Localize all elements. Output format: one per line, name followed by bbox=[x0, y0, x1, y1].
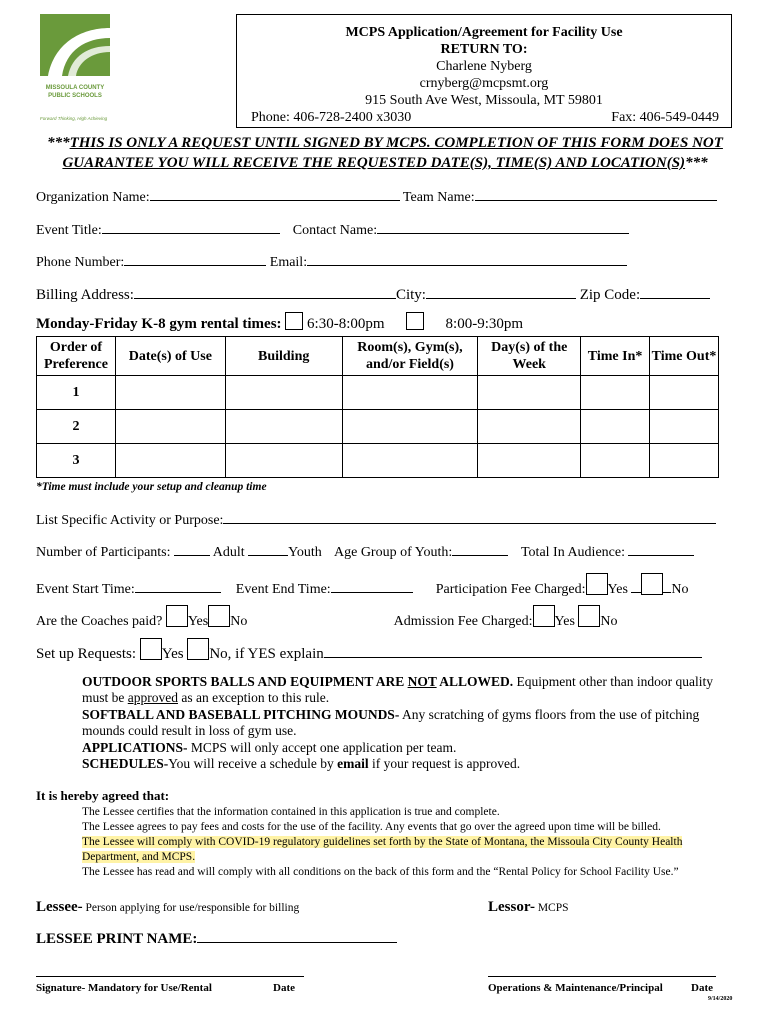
return-to-label: RETURN TO: bbox=[440, 42, 528, 57]
date-cell[interactable] bbox=[115, 376, 225, 410]
participation-fee-label: Participation Fee Charged: bbox=[435, 582, 586, 597]
phone-label: Phone Number: bbox=[36, 255, 125, 270]
contact-fax: Fax: 406-549-0449 bbox=[611, 110, 719, 125]
participation-fee-yes-checkbox[interactable] bbox=[586, 573, 608, 595]
header-order-of-preference: Order of Preference bbox=[37, 337, 116, 376]
lessor-label: Lessor- bbox=[488, 899, 535, 915]
header-return-box bbox=[236, 14, 732, 128]
youth-count-field[interactable] bbox=[248, 541, 288, 556]
row-number: 3 bbox=[37, 444, 116, 478]
participation-fee-yes-line bbox=[631, 578, 641, 593]
time-in-cell[interactable] bbox=[581, 410, 650, 444]
participants-label: Number of Participants: bbox=[36, 545, 171, 560]
time-in-cell[interactable] bbox=[581, 376, 650, 410]
coaches-row bbox=[36, 605, 618, 630]
rule-pitching-mounds: SOFTBALL AND BASEBALL PITCHING MOUNDS- Any scratching of gyms floors from the use of pitching mounds could result in loss of gym use. bbox=[82, 706, 700, 739]
event-times-row bbox=[36, 573, 689, 598]
row-number: 1 bbox=[37, 376, 116, 410]
signature-label: Signature- Mandatory for Use/Rental bbox=[36, 982, 212, 994]
revision-date: 9/14/2020 bbox=[708, 996, 733, 1002]
organization-field[interactable] bbox=[150, 186, 400, 201]
table-header-row bbox=[37, 337, 719, 376]
contact-email: crnyberg@mcpsmt.org bbox=[419, 76, 549, 91]
time-out-cell[interactable] bbox=[650, 410, 719, 444]
phone-email-row bbox=[36, 251, 627, 271]
coaches-paid-no-label: No bbox=[230, 614, 248, 629]
header-time-in: Time In* bbox=[581, 337, 650, 376]
phone-field[interactable] bbox=[124, 251, 266, 266]
day-cell[interactable] bbox=[478, 410, 581, 444]
header-days: Day(s) of the Week bbox=[478, 337, 581, 376]
event-start-field[interactable] bbox=[135, 578, 221, 593]
contact-name: Charlene Nyberg bbox=[436, 59, 532, 74]
signature-date-label: Date bbox=[273, 982, 295, 994]
table-row bbox=[37, 410, 719, 444]
time-note: *Time must include your setup and cleanup time bbox=[36, 481, 267, 493]
team-label: Team Name: bbox=[402, 190, 475, 205]
setup-explain-field[interactable] bbox=[324, 643, 702, 658]
billing-label: Billing Address: bbox=[36, 287, 134, 303]
gym-time-option2-checkbox[interactable] bbox=[406, 312, 424, 330]
contact-name-label: Contact Name: bbox=[292, 223, 378, 238]
print-name-label: LESSEE PRINT NAME: bbox=[36, 931, 198, 947]
agreement-item-covid: The Lessee will comply with COVID-19 regulatory guidelines set forth by the State of Montana, the Missoula City County Health Department, and MCPS. bbox=[82, 836, 683, 863]
gym-time-option2-label: 8:00-9:30pm bbox=[445, 316, 524, 332]
agreement-item: The Lessee certifies that the information contained in this application is true and complete. bbox=[82, 806, 500, 818]
contact-address: 915 South Ave West, Missoula, MT 59801 bbox=[365, 93, 603, 108]
request-warning bbox=[30, 133, 740, 173]
event-start-label: Event Start Time: bbox=[36, 582, 135, 597]
lessor-line bbox=[488, 899, 569, 916]
signature-line[interactable] bbox=[36, 974, 304, 977]
coaches-paid-label: Are the Coaches paid? bbox=[36, 614, 163, 629]
setup-row bbox=[36, 638, 702, 663]
total-audience-label: Total In Audience: bbox=[520, 545, 625, 560]
total-audience-field[interactable] bbox=[628, 541, 694, 556]
agreement-item: The Lessee has read and will comply with all conditions on the back of this form and the “Rental Policy for School Facility Use.” bbox=[82, 866, 679, 878]
zip-label: Zip Code: bbox=[579, 287, 641, 303]
header-rooms: Room(s), Gym(s), and/or Field(s) bbox=[342, 337, 478, 376]
day-cell[interactable] bbox=[478, 444, 581, 478]
operations-signature-line[interactable] bbox=[488, 974, 716, 977]
participation-fee-no-checkbox[interactable] bbox=[641, 573, 663, 595]
logo-text-line2: PUBLIC SCHOOLS bbox=[48, 93, 102, 99]
logo-text-line1: MISSOULA COUNTY bbox=[45, 85, 105, 91]
coaches-paid-no-checkbox[interactable] bbox=[208, 605, 230, 627]
billing-row bbox=[36, 284, 710, 304]
building-cell[interactable] bbox=[225, 444, 342, 478]
rule-outdoor-equipment: OUTDOOR SPORTS BALLS AND EQUIPMENT ARE NOT ALLOWED. Equipment other than indoor quality must be approved as an exception to this rule. bbox=[82, 674, 713, 706]
agreement-heading: It is hereby agreed that: bbox=[36, 788, 170, 803]
email-field[interactable] bbox=[307, 251, 627, 266]
setup-yes-checkbox[interactable] bbox=[140, 638, 162, 660]
table-row bbox=[37, 376, 719, 410]
room-cell[interactable] bbox=[342, 410, 478, 444]
lessor-desc: MCPS bbox=[534, 902, 569, 914]
time-in-cell[interactable] bbox=[581, 444, 650, 478]
form-title: MCPS Application/Agreement for Facility Use bbox=[345, 25, 623, 40]
contact-name-field[interactable] bbox=[377, 219, 629, 234]
youth-label: Youth bbox=[288, 545, 322, 560]
activity-field[interactable] bbox=[223, 509, 716, 524]
gym-time-option1-label: 6:30-8:00pm bbox=[307, 316, 385, 332]
preference-table bbox=[36, 336, 719, 478]
billing-field[interactable] bbox=[134, 284, 396, 299]
admission-fee-label: Admission Fee Charged: bbox=[393, 614, 533, 629]
organization-label: Organization Name: bbox=[36, 190, 150, 205]
rule-applications: APPLICATIONS- MCPS will only accept one application per team. bbox=[82, 739, 457, 755]
print-name-field[interactable] bbox=[197, 928, 397, 943]
setup-label: Set up Requests: bbox=[36, 646, 136, 662]
lessee-desc: Person applying for use/responsible for billing bbox=[82, 902, 300, 914]
row-number: 2 bbox=[37, 410, 116, 444]
coaches-paid-yes-checkbox[interactable] bbox=[166, 605, 188, 627]
event-title-field[interactable] bbox=[102, 219, 280, 234]
mcps-logo-emblem bbox=[40, 14, 110, 76]
admission-fee-yes-label: Yes bbox=[554, 614, 575, 629]
date-cell[interactable] bbox=[115, 444, 225, 478]
city-label: City: bbox=[395, 287, 426, 303]
table-row bbox=[37, 444, 719, 478]
gym-times-row bbox=[36, 312, 523, 333]
participation-fee-no-label: No bbox=[671, 582, 689, 597]
age-group-field[interactable] bbox=[452, 541, 508, 556]
participants-row bbox=[36, 541, 694, 561]
gym-times-label: Monday-Friday K-8 gym rental times: bbox=[36, 316, 282, 332]
org-team-row bbox=[36, 186, 717, 206]
contact-phone: Phone: 406-728-2400 x3030 bbox=[251, 110, 412, 125]
age-group-label: Age Group of Youth: bbox=[334, 545, 453, 560]
admission-fee-no-label: No bbox=[600, 614, 618, 629]
warning-stars-open: *** bbox=[47, 135, 70, 151]
day-cell[interactable] bbox=[478, 376, 581, 410]
event-end-field[interactable] bbox=[331, 578, 413, 593]
setup-no-explain-label: No, if YES explain bbox=[209, 646, 324, 662]
event-end-label: Event End Time: bbox=[235, 582, 331, 597]
building-cell[interactable] bbox=[225, 410, 342, 444]
zip-field[interactable] bbox=[640, 284, 710, 299]
time-out-cell[interactable] bbox=[650, 444, 719, 478]
warning-text: THIS IS ONLY A REQUEST UNTIL SIGNED BY MCPS. COMPLETION OF THIS FORM DOES NOT GUARANTEE YOU WILL RECEIVE THE REQUESTED DATE(S), TIME(S) AND LOCATION(S) bbox=[62, 135, 723, 171]
gym-time-option1-checkbox[interactable] bbox=[285, 312, 303, 330]
admission-fee-yes-checkbox[interactable] bbox=[533, 605, 555, 627]
mcps-logo bbox=[40, 14, 110, 121]
print-name-row bbox=[36, 928, 397, 948]
participation-fee-yes-label: Yes bbox=[607, 582, 628, 597]
warning-stars-close: *** bbox=[685, 155, 708, 171]
admission-fee-no-checkbox[interactable] bbox=[578, 605, 600, 627]
adult-count-field[interactable] bbox=[174, 541, 210, 556]
activity-row bbox=[36, 509, 716, 529]
lessee-line bbox=[36, 899, 299, 916]
setup-no-checkbox[interactable] bbox=[187, 638, 209, 660]
rule-schedules: SCHEDULES-You will receive a schedule by email if your request is approved. bbox=[82, 756, 521, 772]
event-title-label: Event Title: bbox=[36, 223, 102, 238]
time-out-cell[interactable] bbox=[650, 376, 719, 410]
team-field[interactable] bbox=[475, 186, 717, 201]
logo-tagline: Forward Thinking, High Achieving bbox=[40, 116, 108, 121]
adult-label: Adult bbox=[212, 545, 245, 560]
header-time-out: Time Out* bbox=[650, 337, 719, 376]
header-dates-of-use: Date(s) of Use bbox=[115, 337, 225, 376]
room-cell[interactable] bbox=[342, 376, 478, 410]
city-field[interactable] bbox=[426, 284, 576, 299]
agreement-item: The Lessee agrees to pay fees and costs for the use of the facility. Any events that go over the agreed upon time will be billed. bbox=[82, 821, 661, 833]
operations-label: Operations & Maintenance/Principal bbox=[488, 982, 663, 994]
room-cell[interactable] bbox=[342, 444, 478, 478]
coaches-paid-yes-label: Yes bbox=[187, 614, 209, 629]
building-cell[interactable] bbox=[225, 376, 342, 410]
header-building: Building bbox=[225, 337, 342, 376]
lessee-label: Lessee- bbox=[36, 899, 83, 915]
setup-yes-label: Yes bbox=[161, 646, 184, 662]
operations-date-label: Date bbox=[691, 982, 713, 994]
agreement-list bbox=[82, 805, 732, 880]
event-contact-row bbox=[36, 219, 629, 239]
date-cell[interactable] bbox=[115, 410, 225, 444]
rules-block bbox=[82, 674, 732, 772]
email-label: Email: bbox=[269, 255, 308, 270]
activity-label: List Specific Activity or Purpose: bbox=[36, 513, 224, 528]
